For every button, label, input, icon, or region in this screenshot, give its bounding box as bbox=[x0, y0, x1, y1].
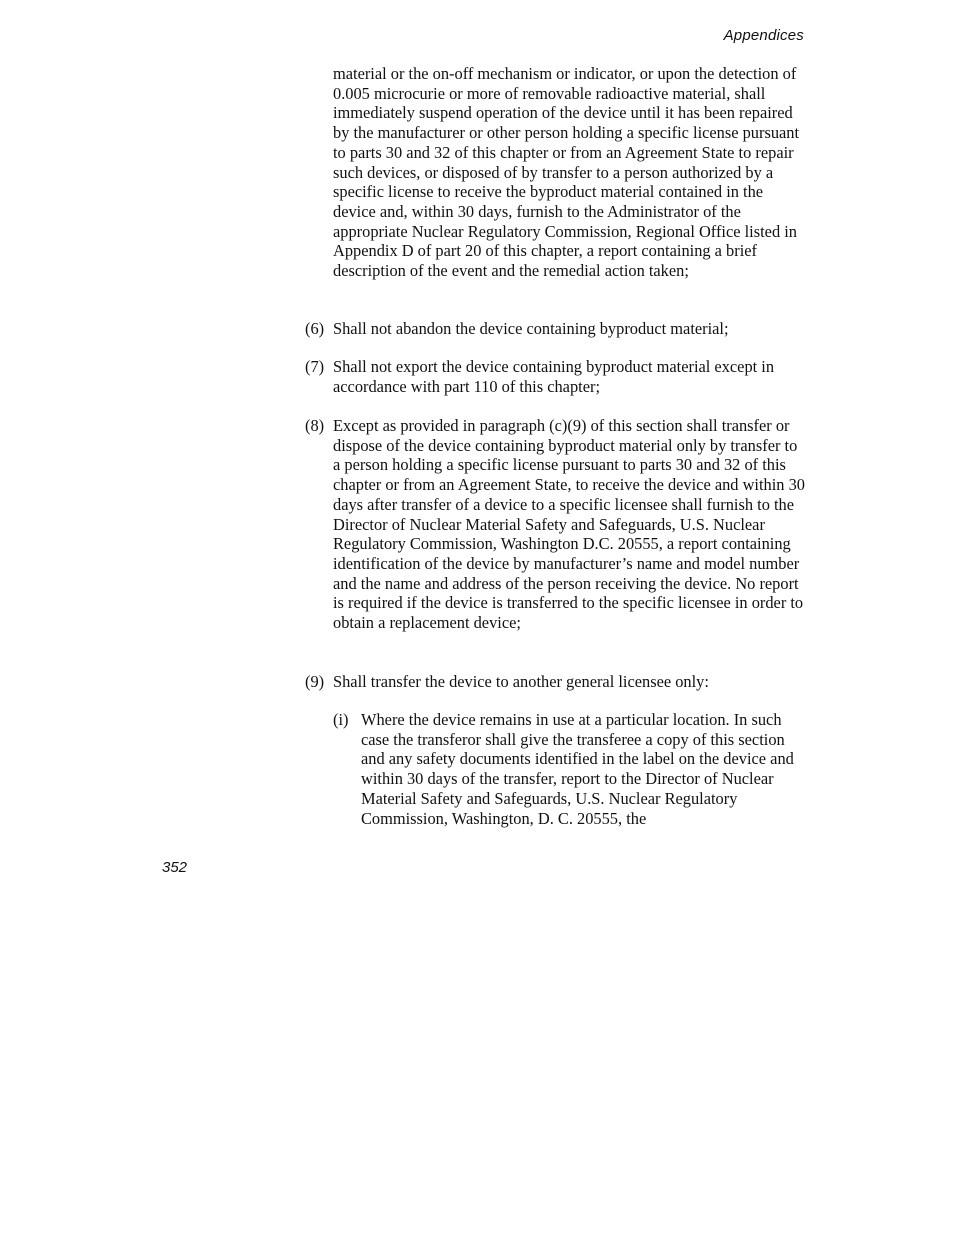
item-number: (7) bbox=[305, 357, 325, 376]
running-header: Appendices bbox=[723, 27, 804, 44]
item-text: Shall not abandon the device containing byproduct material; bbox=[333, 319, 729, 338]
item-text: Shall transfer the device to another general licensee only: bbox=[333, 672, 709, 691]
item-text: Shall not export the device containing byproduct material except in accordance with part 110 of this chapter; bbox=[333, 357, 775, 396]
list-item-6 bbox=[305, 319, 805, 339]
list-item-8 bbox=[305, 416, 805, 633]
item-number: (6) bbox=[305, 319, 325, 338]
item-text: Except as provided in paragraph (c)(9) of this section shall transfer or dispose of the device containing byproduct material only by transfer to a person holding a specific license pursuant to parts 30 and 32 of this chapter or from an Agreement State, to receive the device and within 30 days after transfer of a device to a specific licensee shall furnish to the Director of Nuclear Material Safety and Safeguards, U.S. Nuclear Regulatory Commission, Washington D.C. 20555, a report containing identification of the device by manufacturer’s name and model number and the name and address of the person receiving the device. No report is required if the device is transferred to the specific licensee in order to obtain a replacement device; bbox=[333, 416, 805, 633]
list-item-9 bbox=[305, 672, 805, 692]
sub-item-text: Where the device remains in use at a particular location. In such case the transferor shall give the transferee a copy of this section and any safety documents identified in the label on the device and within 30 days of the transfer, report to the Director of Nuclear Material Safety and Safeguards, U.S. Nuclear Regulatory Commission, Washington, D. C. 20555, the bbox=[361, 710, 794, 828]
page-number: 352 bbox=[162, 859, 188, 876]
continuation-paragraph: material or the on-off mechanism or indicator, or upon the detection of 0.005 microcurie or more of removable radioactive material, shall immediately suspend operation of the device until it has been repaired by the manufacturer or other person holding a specific license pursuant to parts 30 and 32 of this chapter or from an Agreement State to repair such devices, or disposed of by transfer to a person authorized by a specific license to receive the byproduct material contained in the device and, within 30 days, furnish to the Administrator of the appropriate Nuclear Regulatory Commission, Regional Office listed in Appendix D of part 20 of this chapter, a report containing a brief description of the event and the remedial action taken; bbox=[333, 64, 800, 281]
sub-item-number: (i) bbox=[333, 710, 349, 729]
item-number: (9) bbox=[305, 672, 325, 691]
item-number: (8) bbox=[305, 416, 325, 435]
sub-item-i bbox=[333, 710, 805, 828]
list-item-7 bbox=[305, 357, 805, 396]
